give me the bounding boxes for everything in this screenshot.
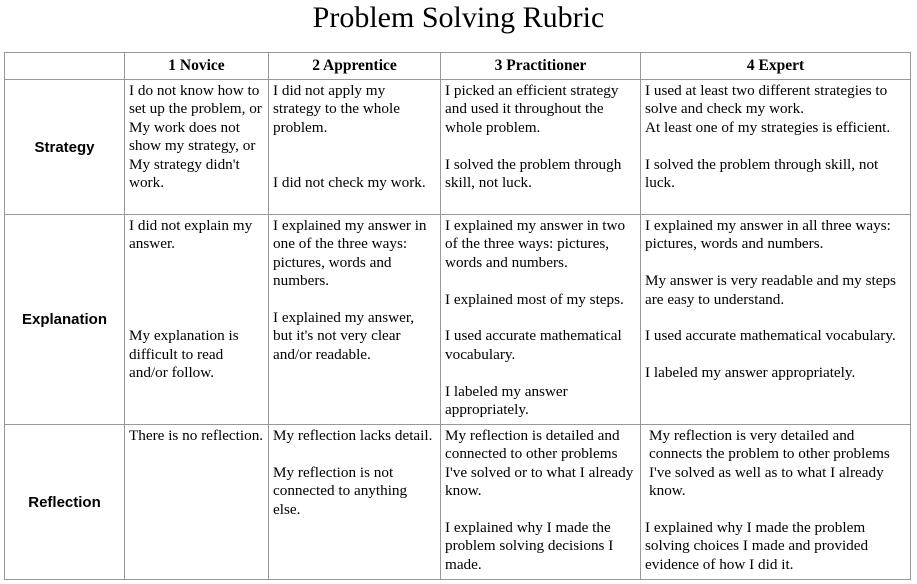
cell-explanation-novice xyxy=(125,215,269,425)
page-title: Problem Solving Rubric xyxy=(312,1,605,34)
table-row-explanation xyxy=(5,215,911,425)
cell-text: I used accurate mathematical vocabulary. xyxy=(645,327,896,345)
table-row-reflection xyxy=(5,425,911,580)
column-header-practitioner: 3 Practitioner xyxy=(441,53,641,80)
row-label-explanation: Explanation xyxy=(5,215,125,425)
cell-text: My explanation is difficult to read and/or follow. xyxy=(129,327,239,382)
cell-strategy-practitioner xyxy=(441,80,641,215)
cell-text: My reflection is detailed and connected to other problems I've solved or to what I already know. xyxy=(445,427,634,500)
column-header-novice: 1 Novice xyxy=(125,53,269,80)
cell-text: I explained my answer in two of the three ways: pictures, words and numbers. xyxy=(445,217,626,271)
cell-reflection-expert xyxy=(641,425,911,580)
cell-text: I did not explain my answer. xyxy=(129,217,253,253)
cell-explanation-expert xyxy=(641,215,911,425)
rubric-table xyxy=(4,52,911,580)
cell-text: I explained why I made the problem solving choices I made and provided evidence of how I did it. xyxy=(645,519,869,573)
cell-strategy-apprentice xyxy=(269,80,441,215)
cell-text: I explained my answer in one of the three ways: pictures, words and numbers. xyxy=(273,217,427,290)
cell-reflection-practitioner xyxy=(441,425,641,580)
cell-explanation-apprentice xyxy=(269,215,441,425)
cell-text: I did not apply my strategy to the whole problem. xyxy=(273,82,400,136)
cell-strategy-expert xyxy=(641,80,911,215)
cell-text: I explained my answer, but it's not very clear and/or readable. xyxy=(273,309,415,363)
table-row-strategy xyxy=(5,80,911,215)
column-header-apprentice: 2 Apprentice xyxy=(269,53,441,80)
cell-text: I labeled my answer appropriately. xyxy=(445,382,568,419)
cell-text: My reflection is very detailed and connects the problem to other problems I've solved as well as to what I already know. xyxy=(649,427,890,500)
cell-text: My work does not show my strategy, or My strategy didn't work. xyxy=(129,118,256,192)
cell-text: I solved the problem through skill, not luck. xyxy=(445,155,622,192)
cell-text: I picked an efficient strategy and used it throughout the whole problem. xyxy=(445,82,619,136)
cell-text: At least one of my strategies is efficient. xyxy=(645,118,891,136)
cell-reflection-apprentice xyxy=(269,425,441,580)
cell-text: I used accurate mathematical vocabulary. xyxy=(445,327,622,363)
cell-text: I labeled my answer appropriately. xyxy=(645,364,856,382)
cell-text: I explained my answer in all three ways: pictures, words and numbers. xyxy=(645,217,891,253)
column-header-expert: 4 Expert xyxy=(641,53,911,80)
cell-text: My reflection is not connected to anything else. xyxy=(273,463,408,518)
cell-strategy-novice xyxy=(125,80,269,215)
cell-text: My answer is very readable and my steps are easy to understand. xyxy=(645,272,896,308)
cell-text: I explained why I made the problem solving decisions I made. xyxy=(445,519,614,573)
corner-cell xyxy=(5,53,125,80)
row-label-strategy: Strategy xyxy=(5,80,125,215)
cell-text: I did not check my work. xyxy=(273,174,426,192)
cell-text: I solved the problem through skill, not luck. xyxy=(645,155,879,192)
cell-text: My reflection lacks detail. xyxy=(273,427,433,444)
row-label-reflection: Reflection xyxy=(5,425,125,580)
cell-text: I explained most of my steps. xyxy=(445,290,624,308)
header-row xyxy=(5,53,911,80)
cell-reflection-novice xyxy=(125,425,269,580)
cell-text: I used at least two different strategies to solve and check my work. xyxy=(645,82,888,118)
cell-explanation-practitioner xyxy=(441,215,641,425)
cell-text: I do not know how to set up the problem, or xyxy=(129,82,262,118)
cell-text: There is no reflection. xyxy=(129,427,264,444)
